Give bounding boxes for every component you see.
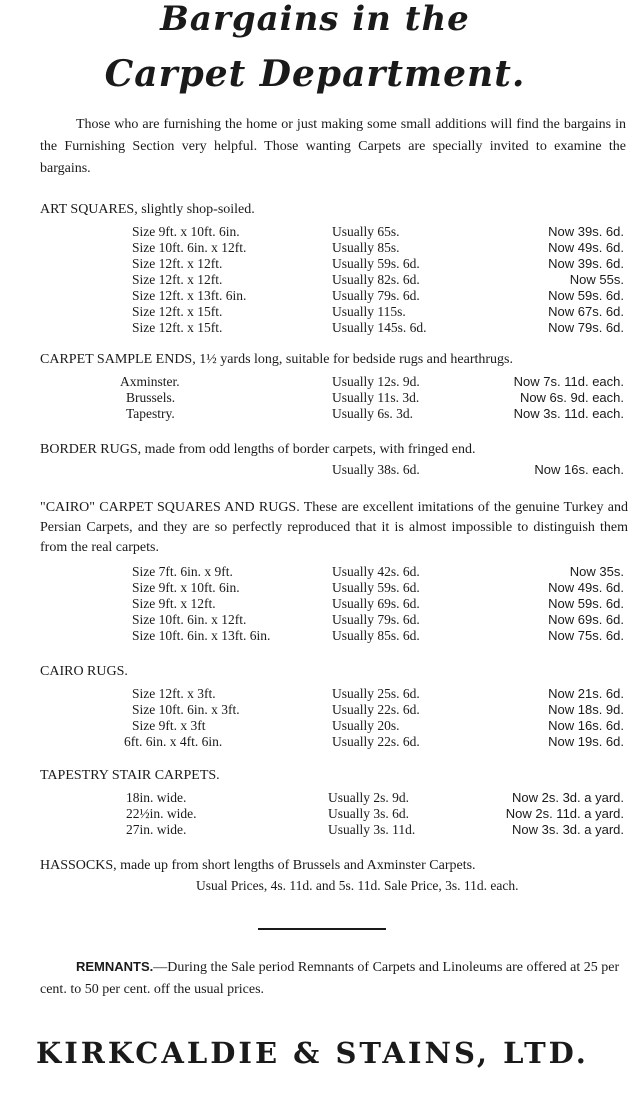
now-price-cell: Now 16s. 6d. — [548, 718, 624, 733]
usual-price-cell: Usually 12s. 9d. — [332, 374, 420, 389]
usual-price-cell: Usually 85s. 6d. — [332, 628, 420, 643]
table-row — [0, 580, 630, 596]
sample-ends-list — [0, 374, 630, 422]
size-cell: Size 9ft. x 10ft. 6in. — [132, 224, 240, 239]
title-line-2: Carpet Department. — [104, 53, 526, 95]
table-row — [0, 406, 630, 422]
remnants-text: —During the Sale period Remnants of Carpets and Linoleums are offered at 25 per cent. to 50 per cent. off the usual prices. — [40, 960, 620, 997]
cairo-rugs-heading: CAIRO RUGS. — [40, 664, 128, 679]
divider-rule — [258, 928, 386, 930]
usual-price-cell: Usually 20s. — [332, 718, 400, 733]
usual-price-cell: Usually 3s. 11d. — [328, 822, 416, 837]
table-row — [0, 702, 630, 718]
usual-price-cell: Usually 22s. 6d. — [332, 702, 420, 717]
table-row — [0, 790, 630, 806]
title-line-1: Bargains in the — [160, 0, 470, 39]
now-price-cell: Now 49s. 6d. — [548, 580, 624, 595]
usual-price-cell: Usually 145s. 6d. — [332, 320, 427, 335]
hassocks-prices — [0, 878, 630, 894]
remnants-label: REMNANTS. — [76, 959, 154, 974]
size-cell: Size 12ft. x 3ft. — [132, 686, 216, 701]
table-row — [0, 374, 630, 390]
table-row — [0, 612, 630, 628]
table-row — [0, 304, 630, 320]
size-cell: Size 12ft. x 13ft. 6in. — [132, 288, 247, 303]
usual-price-cell: Usually 42s. 6d. — [332, 564, 420, 579]
size-cell: Size 12ft. x 12ft. — [132, 272, 223, 287]
usual-price-cell: Usually 115s. — [332, 304, 406, 319]
table-row — [0, 462, 630, 478]
usual-price-cell: Usually 65s. — [332, 224, 400, 239]
remnants-paragraph — [40, 956, 626, 1001]
table-row — [0, 272, 630, 288]
usual-price-cell: Usually 11s. 3d. — [332, 390, 420, 405]
usual-price-cell: Usually 79s. 6d. — [332, 612, 420, 627]
width-cell: 27in. wide. — [126, 822, 187, 837]
table-row — [0, 686, 630, 702]
art-squares-list — [0, 224, 630, 336]
usual-price-cell: Usually 79s. 6d. — [332, 288, 420, 303]
now-price-cell: Now 7s. 11d. each. — [513, 374, 624, 389]
now-price-cell: Now 39s. 6d. — [548, 224, 624, 239]
usual-price-cell: Usually 25s. 6d. — [332, 686, 420, 701]
usual-price-cell: Usually 38s. 6d. — [332, 462, 420, 477]
usual-price-cell: Usually 22s. 6d. — [332, 734, 420, 749]
table-row — [0, 240, 630, 256]
carpet-type-cell: Tapestry. — [126, 406, 175, 421]
usual-price-cell: Usually 6s. 3d. — [332, 406, 413, 421]
usual-price-cell: Usually 3s. 6d. — [328, 806, 409, 821]
width-cell: 18in. wide. — [126, 790, 187, 805]
now-price-cell: Now 16s. each. — [534, 462, 624, 477]
usual-price-cell: Usually 69s. 6d. — [332, 596, 420, 611]
now-price-cell: Now 55s. — [569, 272, 624, 287]
stair-carpets-list — [0, 790, 630, 838]
now-price-cell: Now 3s. 3d. a yard. — [512, 822, 624, 837]
hassocks-price-line: Usual Prices, 4s. 11d. and 5s. 11d. Sale Price, 3s. 11d. each. — [196, 878, 519, 893]
size-cell: Size 9ft. x 3ft — [132, 718, 206, 733]
usual-price-cell: Usually 2s. 9d. — [328, 790, 409, 805]
table-row — [0, 822, 630, 838]
size-cell: Size 12ft. x 15ft. — [132, 304, 223, 319]
cairo-squares-heading: "CAIRO" CARPET SQUARES AND RUGS. These are excellent imitations of the genuine Turkey and Persian Carpets, and they are so perfectly reproduced that it is almost impossible to distinguish them from the real carpets. — [40, 500, 628, 555]
usual-price-cell: Usually 85s. — [332, 240, 400, 255]
now-price-cell: Now 79s. 6d. — [548, 320, 624, 335]
table-row — [0, 628, 630, 644]
table-row — [0, 564, 630, 580]
size-cell: Size 12ft. x 12ft. — [132, 256, 223, 271]
table-row — [0, 718, 630, 734]
table-row — [0, 288, 630, 304]
now-price-cell: Now 3s. 11d. each. — [513, 406, 624, 421]
size-cell: Size 10ft. 6in. x 3ft. — [132, 702, 240, 717]
sample-ends-heading: CARPET SAMPLE ENDS, 1½ yards long, suitable for bedside rugs and hearthrugs. — [40, 352, 513, 367]
store-name: KIRKCALDIE & STAINS, LTD. — [36, 1036, 589, 1070]
now-price-cell: Now 59s. 6d. — [548, 596, 624, 611]
carpet-type-cell: Brussels. — [126, 390, 176, 405]
table-row — [0, 734, 630, 750]
now-price-cell: Now 59s. 6d. — [548, 288, 624, 303]
width-cell: 22½in. wide. — [126, 806, 197, 821]
size-cell: Size 9ft. x 12ft. — [132, 596, 216, 611]
table-row — [0, 256, 630, 272]
now-price-cell: Now 2s. 3d. a yard. — [512, 790, 624, 805]
size-cell: Size 10ft. 6in. x 13ft. 6in. — [132, 628, 271, 643]
now-price-cell: Now 75s. 6d. — [548, 628, 624, 643]
now-price-cell: Now 69s. 6d. — [548, 612, 624, 627]
intro-paragraph: Those who are furnishing the home or just making some small additions will find the bargains in the Furnishing Section very helpful. Those wanting Carpets are specially invited to examine the bargains. — [40, 117, 626, 176]
cairo-squares-list — [0, 564, 630, 644]
table-row — [0, 390, 630, 406]
carpet-type-cell: Axminster. — [120, 374, 180, 389]
hassocks-heading: HASSOCKS, made up from short lengths of Brussels and Axminster Carpets. — [40, 858, 476, 873]
now-price-cell: Now 39s. 6d. — [548, 256, 624, 271]
size-cell: 6ft. 6in. x 4ft. 6in. — [124, 734, 223, 749]
table-row — [0, 596, 630, 612]
size-cell: Size 10ft. 6in. x 12ft. — [132, 240, 247, 255]
table-row — [0, 320, 630, 336]
table-row — [0, 878, 630, 894]
size-cell: Size 7ft. 6in. x 9ft. — [132, 564, 233, 579]
art-squares-heading: ART SQUARES, slightly shop-soiled. — [40, 202, 255, 217]
table-row — [0, 806, 630, 822]
size-cell: Size 10ft. 6in. x 12ft. — [132, 612, 247, 627]
border-rugs-heading: BORDER RUGS, made from odd lengths of border carpets, with fringed end. — [40, 442, 476, 457]
now-price-cell: Now 6s. 9d. each. — [519, 390, 624, 405]
cairo-rugs-list — [0, 686, 630, 750]
size-cell: Size 12ft. x 15ft. — [132, 320, 223, 335]
table-row — [0, 224, 630, 240]
now-price-cell: Now 19s. 6d. — [548, 734, 624, 749]
size-cell: Size 9ft. x 10ft. 6in. — [132, 580, 240, 595]
now-price-cell: Now 21s. 6d. — [548, 686, 624, 701]
now-price-cell: Now 18s. 9d. — [548, 702, 624, 717]
border-rugs-prices — [0, 462, 630, 478]
stair-carpets-heading: TAPESTRY STAIR CARPETS. — [40, 768, 220, 783]
now-price-cell: Now 49s. 6d. — [548, 240, 624, 255]
now-price-cell: Now 35s. — [569, 564, 624, 579]
usual-price-cell: Usually 59s. 6d. — [332, 256, 420, 271]
now-price-cell: Now 67s. 6d. — [548, 304, 624, 319]
usual-price-cell: Usually 82s. 6d. — [332, 272, 420, 287]
now-price-cell: Now 2s. 11d. a yard. — [505, 806, 624, 821]
usual-price-cell: Usually 59s. 6d. — [332, 580, 420, 595]
